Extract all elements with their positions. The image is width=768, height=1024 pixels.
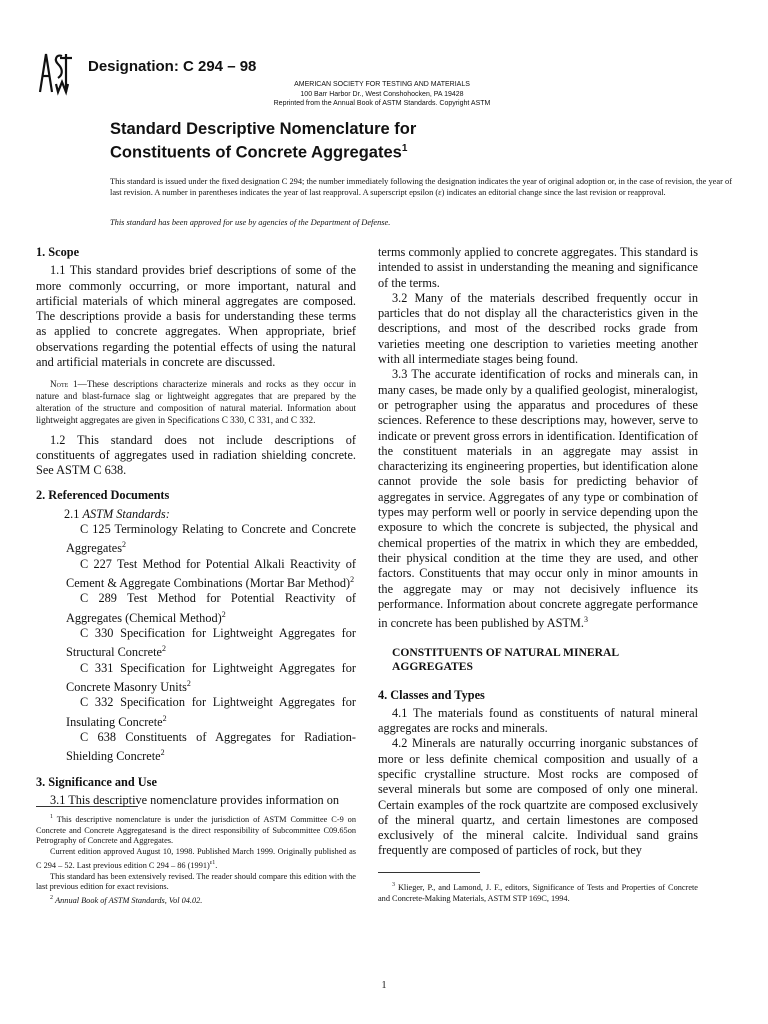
para-3-1: 3.1 This descriptive nomenclature provides information on: [50, 793, 340, 808]
title-footnote-mark: 1: [401, 143, 408, 154]
footnote-2-mark: 2: [50, 895, 53, 902]
reference-item: [36, 591, 356, 626]
subheading-number: 2.1: [64, 506, 80, 521]
footnote-3: [378, 880, 698, 904]
constituents-heading-line-2: AGGREGATES: [392, 659, 473, 673]
footnote-1-edition-end: .: [215, 860, 218, 870]
document-title: [110, 120, 416, 163]
reference-footnote-mark: 2: [162, 713, 167, 723]
reference-footnote-mark: 2: [122, 540, 126, 550]
reference-footnote-mark: 2: [186, 679, 191, 689]
footnote-1: [36, 812, 356, 847]
footnote-3-mark: 3: [392, 882, 395, 888]
reference-item: [36, 557, 356, 592]
footnotes-right: [378, 880, 698, 904]
constituents-heading-line-1: CONSTITUENTS OF NATURAL MINERAL: [392, 645, 620, 659]
title-line-1: Standard Descriptive Nomenclature for: [110, 120, 417, 138]
footnote-1-mark: 1: [50, 814, 53, 820]
reference-text: C 638 Constituents of Aggregates for Radiation-Shielding Concrete: [66, 730, 356, 764]
footnote-1-text: This descriptive nomenclature is under the jurisdiction of ASTM Committee C-9 on Concrete and Concrete Aggregatesand is the direct responsibility of Subcommittee C09.65on Petrography of Concrete and Aggregates.: [36, 814, 356, 846]
para-4-1: 4.1 The materials found as constituents of natural mineral aggregates are rocks and minerals.: [378, 705, 698, 736]
footnotes-left: [36, 812, 356, 907]
footnote-rule-left: [36, 806, 138, 807]
title-line-2: [110, 139, 416, 163]
publisher-block: [180, 80, 584, 109]
footnote-3-text: Klieger, P., and Lamond, J. F., editors, Significance of Tests and Properties of Concrete and Concrete-Making Materials, ASTM STP 169C, 1994.: [378, 882, 698, 903]
page-number: 1: [381, 980, 387, 991]
section-2-heading: 2. Referenced Documents: [36, 488, 170, 503]
left-column: [36, 245, 356, 808]
reference-text: C 330 Specification for Lightweight Aggregates for Structural Concrete: [66, 626, 356, 660]
title-line-2-text: Constituents of Concrete Aggregates: [110, 143, 402, 162]
para-3-2: 3.2 Many of the materials described frequently occur in particles that do not display all the characteristics given in the descriptions, and most of the described rocks grade from varieties meeting one description to varieties meeting another with all intermediate stages being found.: [378, 290, 698, 367]
reference-text: C 125 Terminology Relating to Concrete and Concrete Aggregates: [66, 522, 356, 556]
para-3-3-footnote-mark: 3: [583, 615, 588, 625]
epsilon-mark: ε1: [209, 859, 216, 866]
reference-footnote-mark: 2: [350, 575, 355, 585]
footnote-rule-right: [378, 872, 480, 873]
reference-footnote-mark: 2: [221, 609, 226, 619]
reference-item: [36, 522, 356, 557]
footnote-2-text: Annual Book of ASTM Standards, Vol 04.02.: [55, 895, 203, 905]
designation: Designation: C 294 – 98: [88, 58, 257, 75]
para-4-2: 4.2 Minerals are naturally occurring inorganic substances of more or less definite chemical composition and usually of a specific crystalline structure. Most rocks are composed of several minerals but some are composed of only one mineral. Certain examples of the rock quartzite are composed exclusively of the mineral quartz, and certain limestones are composed exclusively of the mineral calcite. Individual sand grains frequently are composed of particles of rock, but they: [378, 736, 698, 858]
note-text: —These descriptions characterize minerals and rocks as they occur in nature and blast-furnace slag or lightweight aggregates that are prepared by the alteration of the structure and composition of natural material. Information about lightweight aggregates are given in Specifications C 330, C 331, and C 332.: [36, 379, 356, 425]
para-3-3: [378, 367, 698, 631]
reference-text: C 331 Specification for Lightweight Aggregates for Concrete Masonry Units: [66, 660, 356, 695]
publisher-line: AMERICAN SOCIETY FOR TESTING AND MATERIALS: [294, 81, 470, 88]
para-3-3-text: 3.3 The accurate identification of rocks and minerals can, in many cases, be made only by a qualified geologist, mineralogist, or petrographer using the apparatus and procedures of these sciences. Reference to these descriptions may, however, serve to indicate or prevent gross errors in identification. Identification of the constituent materials in an aggregate may assist in characterizing its engineering properties, but identification alone cannot provide the sole basis for predicting behavior of aggregates in service. Aggregates of any type or combination of types may perform well or poorly in service depending upon the exposure to which the concrete is subjected, the physical and chemical properties of the matrix in which they are embedded, their physical condition at the time they are used, and other factors. Constituents that may occur only in minor amounts in the aggregate may or may not decisively influence its performance. Information about concrete aggregate performance in concrete has been published by ASTM.: [378, 367, 698, 631]
reference-item: [36, 626, 356, 661]
para-3-1-continued: terms commonly applied to concrete aggregates. This standard is intended to assist in understanding the meaning and significance of the terms.: [378, 245, 698, 290]
para-1-2: 1.2 This standard does not include descriptions of constituents of aggregates used in radiation shielding concrete. See ASTM C 638.: [36, 432, 356, 478]
right-column: [378, 245, 698, 859]
astm-standards-subheading: [36, 507, 356, 522]
subheading-label: ASTM Standards:: [82, 506, 170, 521]
footnote-1-revision: This standard has been extensively revised. The reader should compare this edition with the last previous edition for exact revisions.: [36, 871, 356, 892]
reprint-line: Reprinted from the Annual Book of ASTM Standards. Copyright ASTM: [273, 100, 491, 107]
section-3-heading: 3. Significance and Use: [36, 774, 157, 789]
note-label: Note 1: [50, 379, 78, 390]
reference-item: [36, 695, 356, 730]
section-1-heading: 1. Scope: [36, 245, 80, 259]
reference-text: C 227 Test Method for Potential Alkali Reactivity of Cement & Aggregate Combinations (Mortar Bar Method): [66, 556, 356, 591]
reference-text: C 289 Test Method for Potential Reactivity of Aggregates (Chemical Method): [66, 591, 356, 625]
para-1-1: 1.1 This standard provides brief descriptions of some of the more commonly occurring, or more important, natural and artificial materials of which mineral aggregates are composed. The descriptions provide a basis for understanding these terms as applied to concrete aggregates. When appropriate, brief observations regarding the potential effects of using the natural and artificial materials in concrete are discussed.: [36, 263, 356, 370]
reference-text: C 332 Specification for Lightweight Aggregates for Insulating Concrete: [66, 695, 356, 729]
footnote-1-edition: [36, 847, 356, 871]
footnote-2: [36, 893, 356, 907]
reference-item: [36, 730, 356, 765]
reference-footnote-mark: 2: [161, 644, 166, 654]
note-1: [36, 379, 356, 426]
footnote-1-edition-text: Current edition approved August 10, 1998. Published March 1999. Originally published as C 294 – 52. Last previous edition C 294 – 86 (1991): [36, 847, 356, 870]
section-4-heading: 4. Classes and Types: [378, 687, 485, 702]
reference-footnote-mark: 2: [160, 748, 165, 758]
reference-item: [36, 661, 356, 696]
astm-logo: [36, 48, 80, 96]
publisher-address: 100 Barr Harbor Dr., West Conshohocken, PA 19428: [300, 90, 464, 98]
issue-note: This standard is issued under the fixed designation C 294; the number immediately following the designation indicates the year of original adoption or, in the case of revision, the year of last revision. A number in parentheses indicates the year of last reapproval. A superscript epsilon (ε) indicates an editorial change since the last revision or reapproval.: [110, 177, 732, 198]
dod-note: This standard has been approved for use by agencies of the Department of Defense.: [110, 218, 391, 227]
